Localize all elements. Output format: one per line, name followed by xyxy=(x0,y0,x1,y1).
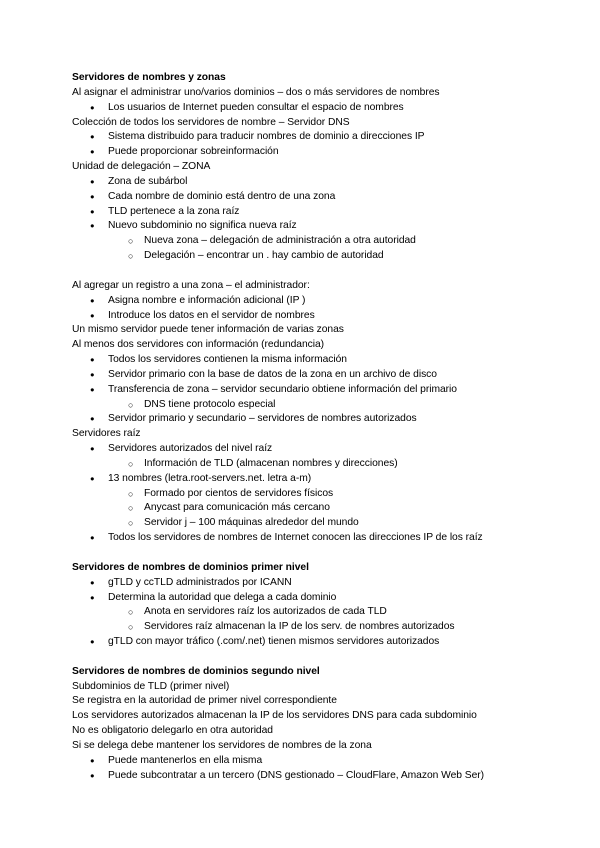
bullet-item: ● Asigna nombre e información adicional (IP ) xyxy=(72,294,542,309)
bullet-item: ● TLD pertenece a la zona raíz xyxy=(72,205,542,220)
paragraph-line: Colección de todos los servidores de nombre – Servidor DNS xyxy=(72,116,350,128)
bullet-item: ● Todos los servidores de nombres de Internet conocen las direcciones IP de los raíz xyxy=(72,531,542,546)
paragraph-line: Los servidores autorizados almacenan la IP de los servidores DNS para cada subdominio xyxy=(72,710,477,722)
paragraph-line: Unidad de delegación – ZONA xyxy=(72,161,211,173)
bullet-item: ● Transferencia de zona – servidor secundario obtiene información del primario xyxy=(72,383,542,398)
sub-bullet-item: ○ Información de TLD (almacenan nombres y direcciones) xyxy=(72,457,542,472)
bullet-item: ● 13 nombres (letra.root-servers.net. letra a-m) xyxy=(72,472,542,487)
paragraph-line: Al asignar el administrar uno/varios dominios – dos o más servidores de nombres xyxy=(72,86,440,98)
paragraph-line: Al menos dos servidores con información (redundancia) xyxy=(72,339,325,351)
paragraph-line: No es obligatorio delegarlo en otra autoridad xyxy=(72,725,273,737)
bullet-item: ● Todos los servidores contienen la misma información xyxy=(72,353,542,368)
section-heading-primer-nivel: Servidores de nombres de dominios primer nivel xyxy=(72,561,309,573)
sub-bullet-item: ○ Servidores raíz almacenan la IP de los serv. de nombres autorizados xyxy=(72,620,542,635)
sub-bullet-item: ○ DNS tiene protocolo especial xyxy=(72,398,542,413)
paragraph-line: Un mismo servidor puede tener información de varias zonas xyxy=(72,324,344,336)
paragraph-line: Si se delega debe mantener los servidores de nombres de la zona xyxy=(72,739,372,751)
spacer xyxy=(72,650,542,665)
section-heading-segundo-nivel: Servidores de nombres de dominios segundo nivel xyxy=(72,665,320,677)
paragraph-line: Subdominios de TLD (primer nivel) xyxy=(72,680,230,692)
sub-bullet-item: ○ Nueva zona – delegación de administración a otra autoridad xyxy=(72,234,542,249)
bullet-item: ● Los usuarios de Internet pueden consultar el espacio de nombres xyxy=(72,101,542,116)
bullet-item: ● Nuevo subdominio no significa nueva raíz xyxy=(72,219,542,234)
bullet-item: ● Determina la autoridad que delega a cada dominio xyxy=(72,591,542,606)
sub-bullet-item: ○ Formado por cientos de servidores físicos xyxy=(72,487,542,502)
bullet-item: ● gTLD con mayor tráfico (.com/.net) tienen mismos servidores autorizados xyxy=(72,635,542,650)
document-body xyxy=(72,71,542,784)
bullet-item: ● Introduce los datos en el servidor de nombres xyxy=(72,309,542,324)
bullet-item: ● Puede proporcionar sobreinformación xyxy=(72,145,542,160)
bullet-item: ● Puede mantenerlos en ella misma xyxy=(72,754,542,769)
spacer xyxy=(72,264,542,279)
bullet-item: ● Servidor primario y secundario – servidores de nombres autorizados xyxy=(72,412,542,427)
sub-bullet-item: ○ Anycast para comunicación más cercano xyxy=(72,501,542,516)
paragraph-line: Se registra en la autoridad de primer nivel correspondiente xyxy=(72,695,337,707)
section-heading-zonas: Servidores de nombres y zonas xyxy=(72,72,226,83)
bullet-item: ● Puede subcontratar a un tercero (DNS gestionado – CloudFlare, Amazon Web Ser) xyxy=(72,769,542,784)
bullet-item: ● Zona de subárbol xyxy=(72,175,542,190)
bullet-item: ● Servidores autorizados del nivel raíz xyxy=(72,442,542,457)
sub-bullet-item: ○ Anota en servidores raíz los autorizados de cada TLD xyxy=(72,605,542,620)
paragraph-line: Servidores raíz xyxy=(72,428,141,440)
bullet-item: ● Sistema distribuido para traducir nombres de dominio a direcciones IP xyxy=(72,130,542,145)
bullet-item: ● Cada nombre de dominio está dentro de una zona xyxy=(72,190,542,205)
sub-bullet-item: ○ Servidor j – 100 máquinas alrededor del mundo xyxy=(72,516,542,531)
sub-bullet-item: ○ Delegación – encontrar un . hay cambio de autoridad xyxy=(72,249,542,264)
spacer xyxy=(72,546,542,561)
paragraph-line: Al agregar un registro a una zona – el administrador: xyxy=(72,279,310,291)
bullet-item: ● gTLD y ccTLD administrados por ICANN xyxy=(72,576,542,591)
bullet-item: ● Servidor primario con la base de datos de la zona en un archivo de disco xyxy=(72,368,542,383)
